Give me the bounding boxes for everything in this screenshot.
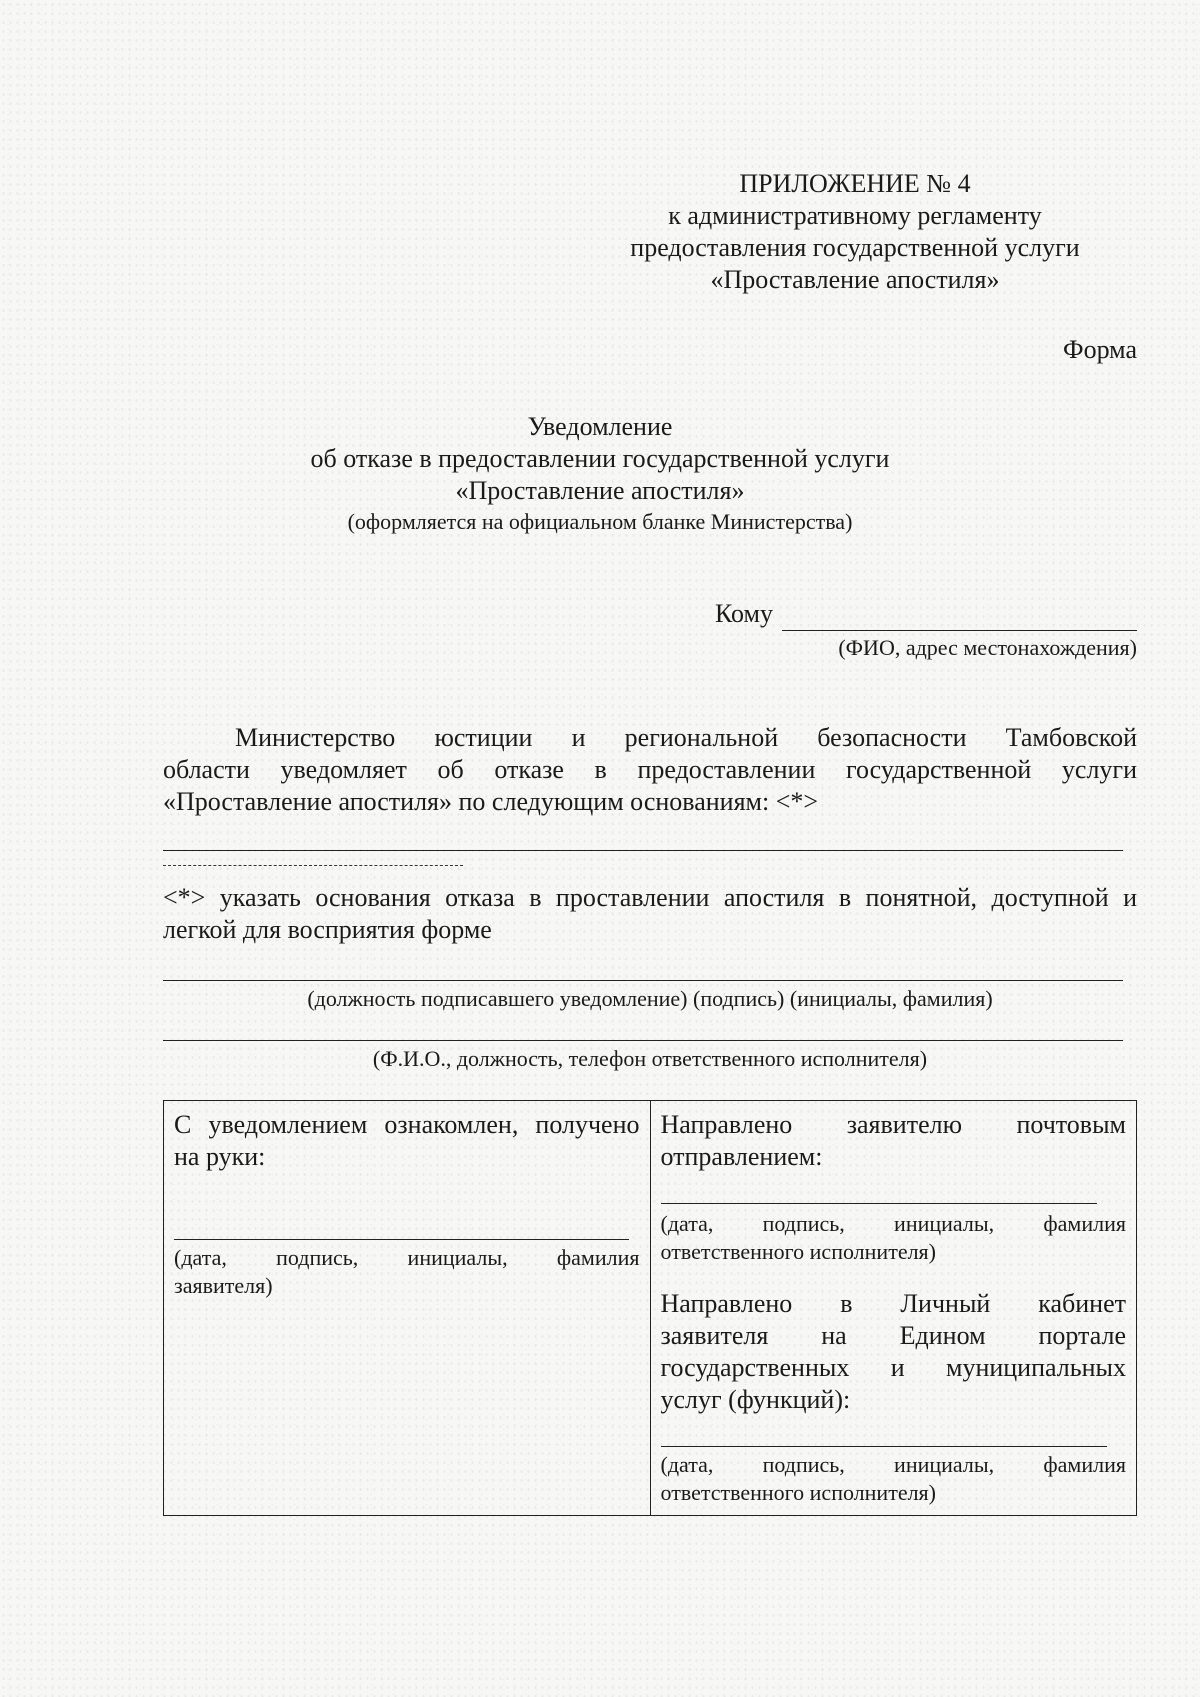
appendix-line-3: «Проставление апостиля» <box>710 265 1000 294</box>
postal-line-2: отправлением: <box>660 1142 823 1171</box>
executor-caption: (Ф.И.О., должность, телефон ответственного исполнителя) <box>372 1046 928 1071</box>
body-line-2: области уведомляет об отказе в предоставлении государственной услуги <box>163 755 1137 784</box>
dispatch-cell <box>650 1101 1137 1516</box>
portal-caption-line-2: ответственного исполнителя) <box>660 1480 937 1505</box>
appendix-header <box>560 168 1150 296</box>
postal-caption-line-2: ответственного исполнителя) <box>660 1239 937 1264</box>
receipt-caption-line-1: (дата, подпись, инициалы, фамилия <box>174 1245 640 1270</box>
receipt-signature-line <box>174 1239 629 1240</box>
appendix-number: ПРИЛОЖЕНИЕ № 4 <box>739 169 971 198</box>
title-line-1: Уведомление <box>527 412 673 441</box>
footnote-line-1: <*> указать основания отказа в проставлении апостиля в понятной, доступной и <box>163 883 1137 912</box>
body-line-3: «Проставление апостиля» по следующим основаниям: <*> <box>163 787 819 816</box>
applicant-receipt-cell <box>164 1101 651 1516</box>
signer-caption: (должность подписавшего уведомление) (подпись) (инициалы, фамилия) <box>307 986 993 1011</box>
grounds-line <box>163 850 1123 851</box>
signer-line <box>163 980 1123 981</box>
postal-line-1: Направлено заявителю почтовым <box>660 1110 1126 1139</box>
receipt-heading-line-1: С уведомлением ознакомлен, получено <box>174 1110 640 1139</box>
form-label: Форма <box>1063 335 1137 364</box>
receipt-heading-line-2: на руки: <box>174 1142 266 1171</box>
appendix-line-2: предоставления государственной услуги <box>630 233 1080 262</box>
notice-title <box>0 411 1200 507</box>
footnote <box>163 882 1137 946</box>
postal-caption-line-1: (дата, подпись, инициалы, фамилия <box>660 1211 1126 1236</box>
receipt-caption-line-2: заявителя) <box>174 1273 273 1298</box>
portal-line-2: заявителя на Едином портале <box>660 1321 1126 1350</box>
title-line-3: «Проставление апостиля» <box>455 476 745 505</box>
portal-line-1: Направлено в Личный кабинет <box>660 1289 1126 1318</box>
portal-line-4: услуг (функций): <box>660 1385 851 1414</box>
portal-caption-line-1: (дата, подпись, инициалы, фамилия <box>660 1452 1126 1477</box>
body-paragraph <box>163 722 1137 818</box>
title-note: (оформляется на официальном бланке Министерства) <box>347 509 853 534</box>
acknowledgement-table <box>163 1100 1137 1516</box>
addressee-label: Кому <box>715 599 774 628</box>
portal-signature-line <box>661 1446 1107 1447</box>
executor-line <box>163 1040 1123 1041</box>
footnote-separator <box>163 865 463 866</box>
body-line-1: Министерство юстиции и региональной безопасности Тамбовской <box>235 723 1137 752</box>
addressee-caption: (ФИО, адрес местонахождения) <box>838 635 1137 660</box>
appendix-line-1: к административному регламенту <box>668 201 1042 230</box>
postal-signature-line <box>661 1203 1097 1204</box>
addressee-line <box>782 630 1137 631</box>
footnote-line-2: легкой для восприятия форме <box>163 915 492 944</box>
title-line-2: об отказе в предоставлении государственной услуги <box>310 444 890 473</box>
portal-line-3: государственных и муниципальных <box>660 1353 1126 1382</box>
